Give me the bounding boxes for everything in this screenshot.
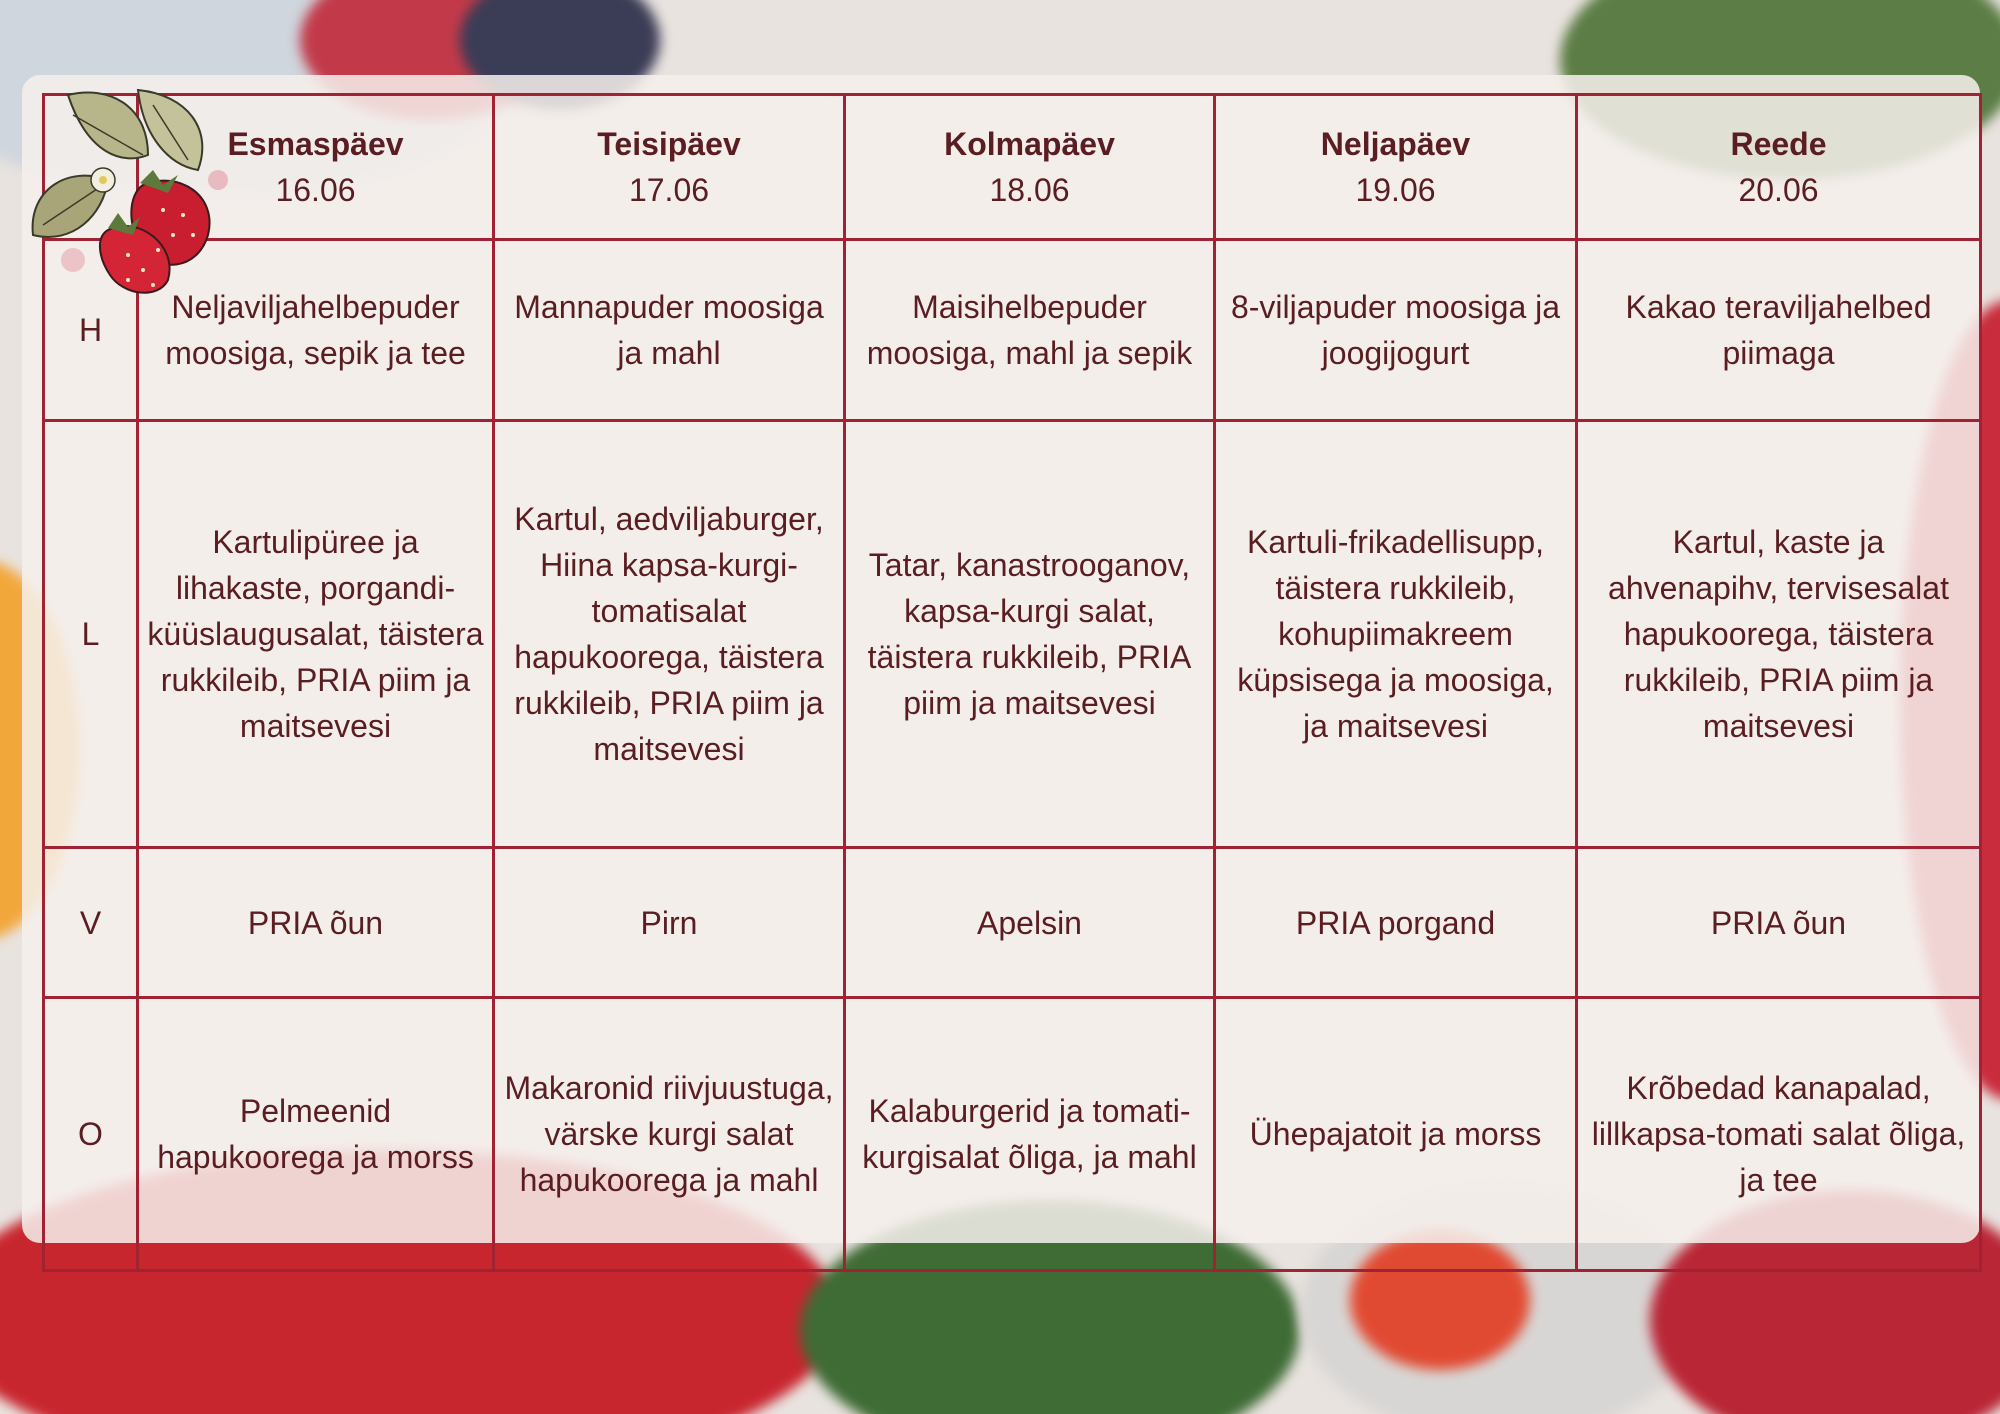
day-header-thursday xyxy=(1215,95,1577,240)
day-header-tuesday xyxy=(494,95,845,240)
day-name: Neljapäev xyxy=(1320,126,1471,162)
lunch-row xyxy=(44,421,1981,848)
day-date: 18.06 xyxy=(989,172,1070,208)
menu-cell: 8-viljapuder moosiga ja joogijogurt xyxy=(1215,240,1577,421)
menu-cell: Kakao teraviljahelbed piimaga xyxy=(1577,240,1981,421)
dinner-row xyxy=(44,998,1981,1271)
day-date: 16.06 xyxy=(275,172,356,208)
menu-cell: PRIA õun xyxy=(138,848,494,998)
day-date: 17.06 xyxy=(628,172,710,208)
menu-cell: Kartul, kaste ja ahvenapihv, tervisesalat hapukoorega, täistera rukkileib, PRIA piim ja maitsevesi xyxy=(1577,421,1981,848)
menu-cell: Kartulipüree ja lihakaste, porgandi-küüslaugusalat, täistera rukkileib, PRIA piim ja maitsevesi xyxy=(138,421,494,848)
menu-cell: Apelsin xyxy=(845,848,1215,998)
strawberry-leaf-icon xyxy=(28,85,248,295)
menu-cell: PRIA õun xyxy=(1577,848,1981,998)
breakfast-row xyxy=(44,240,1981,421)
snack-row xyxy=(44,848,1981,998)
menu-cell: Pelmeenid hapukoorega ja morss xyxy=(138,998,494,1271)
day-header-friday xyxy=(1577,95,1981,240)
menu-cell: Ühepajatoit ja morss xyxy=(1215,998,1577,1271)
day-name: Reede xyxy=(1730,126,1827,162)
row-label-dinner: O xyxy=(44,998,138,1271)
menu-cell: Krõbedad kanapalad, lillkapsa-tomati salat õliga, ja tee xyxy=(1577,998,1981,1271)
menu-cell: Kartul, aedviljaburger, Hiina kapsa-kurgi-tomatisalat hapukoorega, täistera rukkileib, PRIA piim ja maitsevesi xyxy=(494,421,845,848)
weekly-menu-table xyxy=(42,93,1982,1272)
day-name: Esmaspäev xyxy=(227,126,404,162)
day-name: Kolmapäev xyxy=(944,126,1115,162)
row-label-snack: V xyxy=(44,848,138,998)
menu-cell: Neljaviljahelbepuder moosiga, sepik ja tee xyxy=(138,240,494,421)
menu-cell: Pirn xyxy=(494,848,845,998)
menu-cell: Mannapuder moosiga ja mahl xyxy=(494,240,845,421)
menu-cell: PRIA porgand xyxy=(1215,848,1577,998)
menu-cell: Maisihelbepuder moosiga, mahl ja sepik xyxy=(845,240,1215,421)
menu-cell: Kalaburgerid ja tomati-kurgisalat õliga, ja mahl xyxy=(845,998,1215,1271)
menu-cell: Makaronid riivjuustuga, värske kurgi salat hapukoorega ja mahl xyxy=(494,998,845,1271)
menu-cell: Tatar, kanastrooganov, kapsa-kurgi salat, täistera rukkileib, PRIA piim ja maitsevesi xyxy=(845,421,1215,848)
day-date: 20.06 xyxy=(1738,172,1819,208)
day-name: Teisipäev xyxy=(597,126,741,162)
row-label-lunch: L xyxy=(44,421,138,848)
day-header-wednesday xyxy=(845,95,1215,240)
row-label-breakfast: H xyxy=(44,240,138,421)
day-date: 19.06 xyxy=(1355,172,1436,208)
header-row xyxy=(44,95,1981,240)
menu-cell: Kartuli-frikadellisupp, täistera rukkileib, kohupiimakreem küpsisega ja moosiga, ja maitsevesi xyxy=(1215,421,1577,848)
